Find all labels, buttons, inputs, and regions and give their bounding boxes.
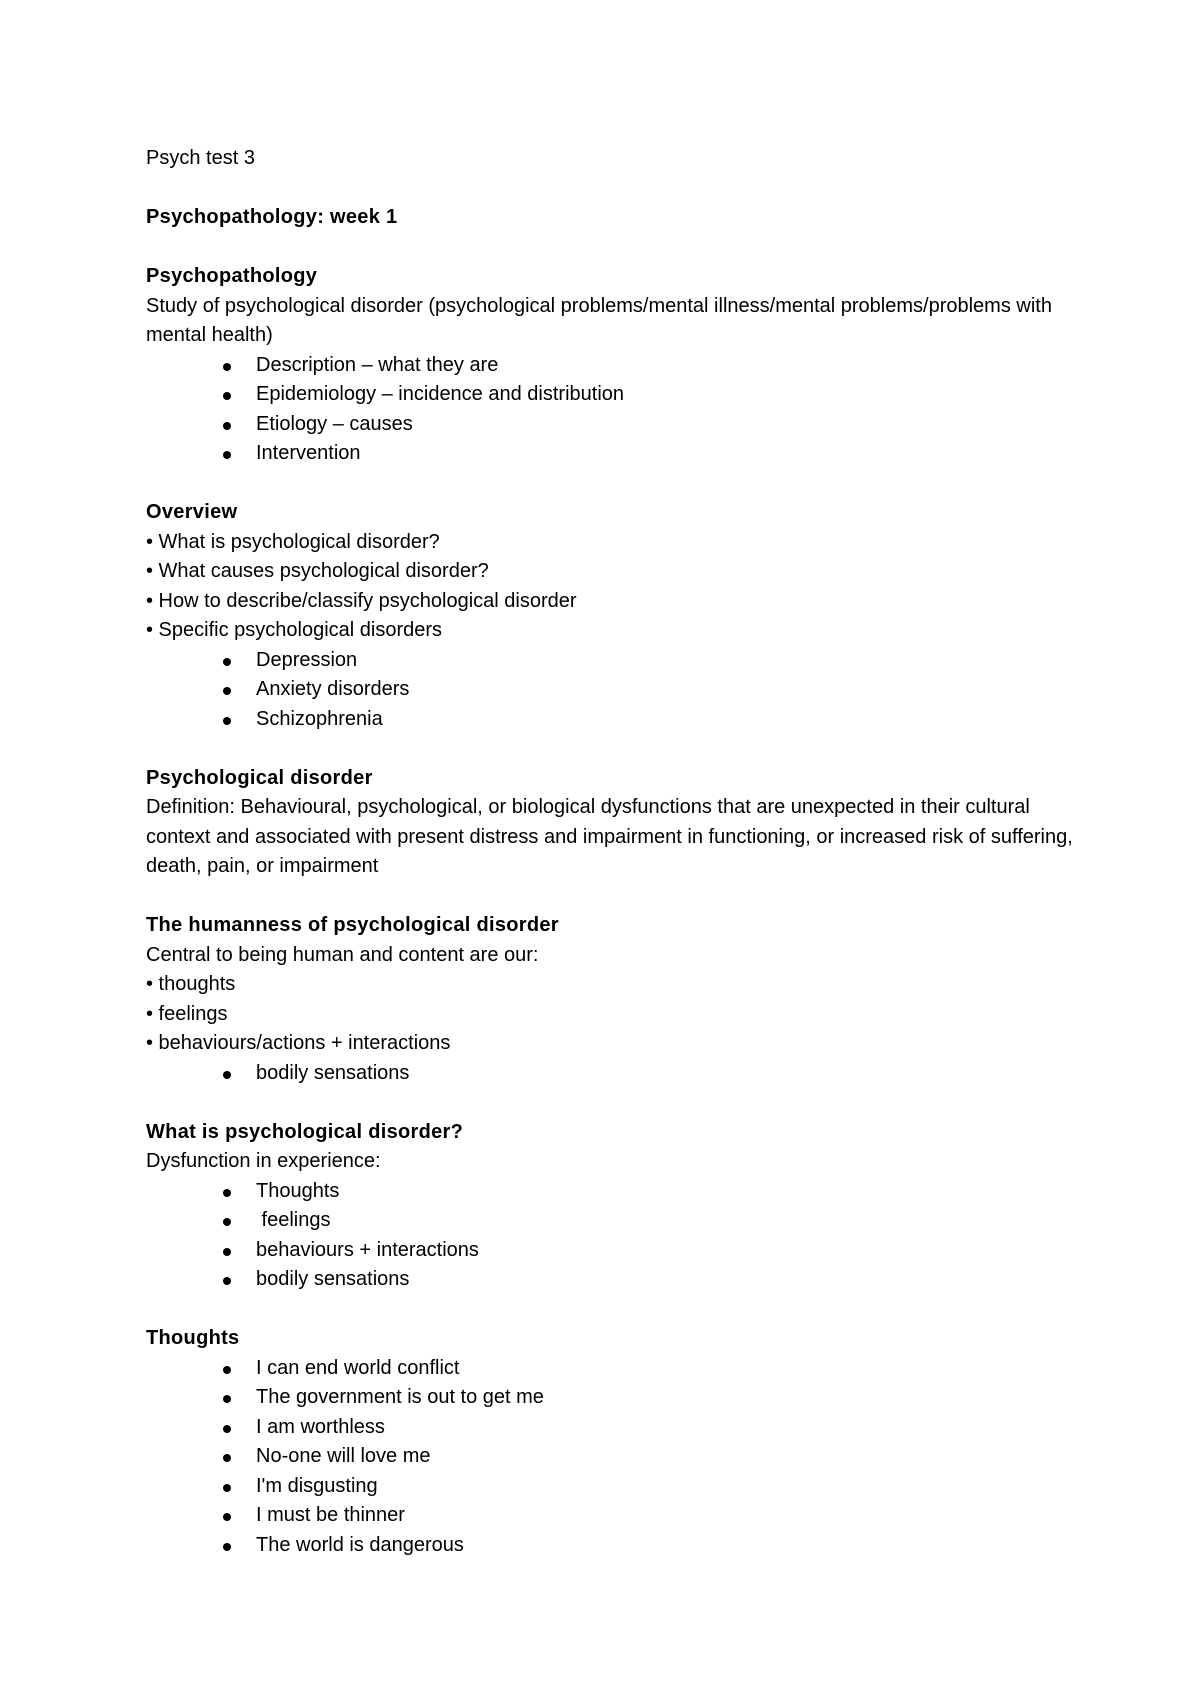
list-item bbox=[256, 439, 1086, 469]
list-item-text: I am worthless bbox=[256, 1415, 385, 1438]
list-item bbox=[256, 1472, 1086, 1502]
bullet-icon bbox=[223, 1277, 231, 1285]
spacer bbox=[146, 1295, 1086, 1325]
bullet-list bbox=[146, 1354, 1086, 1561]
spacer bbox=[146, 233, 1086, 263]
list-item-text: Anxiety disorders bbox=[256, 678, 410, 700]
bullet-icon bbox=[223, 422, 231, 430]
bullet-icon bbox=[223, 1071, 231, 1079]
list-item bbox=[256, 1413, 1086, 1443]
section-thoughts bbox=[146, 1324, 1086, 1560]
bullet-icon bbox=[223, 1189, 231, 1197]
list-item bbox=[256, 1383, 1086, 1413]
list-item bbox=[256, 1265, 1086, 1295]
inline-bullet-list bbox=[146, 528, 1086, 646]
list-item: • feelings bbox=[146, 1002, 228, 1025]
spacer bbox=[146, 882, 1086, 912]
list-item-text: The world is dangerous bbox=[256, 1533, 464, 1556]
list-item bbox=[256, 675, 1086, 705]
list-item-text: behaviours + interactions bbox=[256, 1238, 479, 1261]
section-heading: Overview bbox=[146, 501, 238, 523]
list-item-text: The government is out to get me bbox=[256, 1386, 544, 1408]
list-item: • thoughts bbox=[146, 973, 236, 995]
bullet-icon bbox=[223, 1454, 231, 1462]
bullet-icon bbox=[223, 1484, 231, 1492]
bullet-icon bbox=[223, 1395, 231, 1403]
section-paragraph: Study of psychological disorder (psychological problems/mental illness/mental problems/problems with mental health) bbox=[146, 294, 1052, 346]
bullet-icon bbox=[223, 1218, 231, 1226]
list-item: • How to describe/classify psychological disorder bbox=[146, 589, 577, 612]
inline-bullet-list bbox=[146, 970, 1086, 1059]
bullet-icon bbox=[223, 687, 231, 695]
section-heading: Psychopathology bbox=[146, 265, 318, 287]
list-item: • Specific psychological disorders bbox=[146, 619, 443, 641]
list-item-text: bodily sensations bbox=[256, 1268, 410, 1290]
bullet-list bbox=[146, 646, 1086, 735]
bullet-list bbox=[146, 351, 1086, 469]
list-item bbox=[256, 410, 1086, 440]
section-paragraph: Central to being human and content are our: bbox=[146, 943, 539, 966]
week-heading: Psychopathology: week 1 bbox=[146, 206, 398, 228]
section-overview bbox=[146, 498, 1086, 734]
section-heading: Thoughts bbox=[146, 1327, 240, 1349]
list-item-text: Epidemiology – incidence and distribution bbox=[256, 383, 625, 405]
section-paragraph: Dysfunction in experience: bbox=[146, 1150, 381, 1172]
section-heading: Psychological disorder bbox=[146, 766, 373, 789]
spacer bbox=[146, 1088, 1086, 1118]
bullet-icon bbox=[223, 1248, 231, 1256]
list-item bbox=[256, 1206, 1086, 1236]
section-what-is-disorder bbox=[146, 1118, 1086, 1295]
list-item-text: I'm disgusting bbox=[256, 1474, 378, 1497]
list-item bbox=[256, 1059, 1086, 1089]
list-item bbox=[256, 1236, 1086, 1266]
bullet-icon bbox=[223, 658, 231, 666]
section-heading: What is psychological disorder? bbox=[146, 1120, 464, 1143]
bullet-icon bbox=[223, 1543, 231, 1551]
bullet-icon bbox=[223, 717, 231, 725]
list-item-text: Intervention bbox=[256, 442, 361, 464]
section-paragraph: Definition: Behavioural, psychological, or biological dysfunctions that are unexpected in their cultural context and associated with present distress and impairment in functioning, or increased risk of suffering, death, pain, or impairment bbox=[146, 796, 1073, 877]
bullet-icon bbox=[223, 1513, 231, 1521]
list-item bbox=[256, 1501, 1086, 1531]
list-item bbox=[256, 351, 1086, 381]
section-psychological-disorder bbox=[146, 764, 1086, 882]
spacer bbox=[146, 174, 1086, 204]
list-item bbox=[256, 1354, 1086, 1384]
list-item-text: No-one will love me bbox=[256, 1445, 431, 1467]
spacer bbox=[146, 734, 1086, 764]
bullet-list bbox=[146, 1177, 1086, 1295]
list-item-text: bodily sensations bbox=[256, 1061, 410, 1084]
list-item-text: Depression bbox=[256, 648, 358, 671]
bullet-icon bbox=[223, 1425, 231, 1433]
section-psychopathology bbox=[146, 262, 1086, 469]
bullet-icon bbox=[223, 451, 231, 459]
bullet-icon bbox=[223, 392, 231, 400]
list-item-text: Description – what they are bbox=[256, 353, 499, 376]
bullet-icon bbox=[223, 1366, 231, 1374]
list-item-text: I must be thinner bbox=[256, 1504, 405, 1526]
bullet-list bbox=[146, 1059, 1086, 1089]
list-item-text: Thoughts bbox=[256, 1179, 340, 1202]
spacer bbox=[146, 469, 1086, 499]
list-item bbox=[256, 646, 1086, 676]
list-item bbox=[256, 380, 1086, 410]
list-item-text: Schizophrenia bbox=[256, 707, 383, 730]
list-item: • What causes psychological disorder? bbox=[146, 560, 489, 582]
list-item: • What is psychological disorder? bbox=[146, 530, 440, 553]
list-item bbox=[256, 1177, 1086, 1207]
list-item: • behaviours/actions + interactions bbox=[146, 1032, 451, 1054]
list-item-text: I can end world conflict bbox=[256, 1356, 460, 1379]
list-item bbox=[256, 1531, 1086, 1561]
list-item bbox=[256, 1442, 1086, 1472]
section-humanness bbox=[146, 911, 1086, 1088]
list-item-text: feelings bbox=[256, 1209, 331, 1231]
section-heading: The humanness of psychological disorder bbox=[146, 914, 559, 936]
document-title: Psych test 3 bbox=[146, 147, 255, 169]
list-item bbox=[256, 705, 1086, 735]
bullet-icon bbox=[223, 363, 231, 371]
list-item-text: Etiology – causes bbox=[256, 412, 413, 435]
document-page bbox=[146, 144, 1086, 1560]
